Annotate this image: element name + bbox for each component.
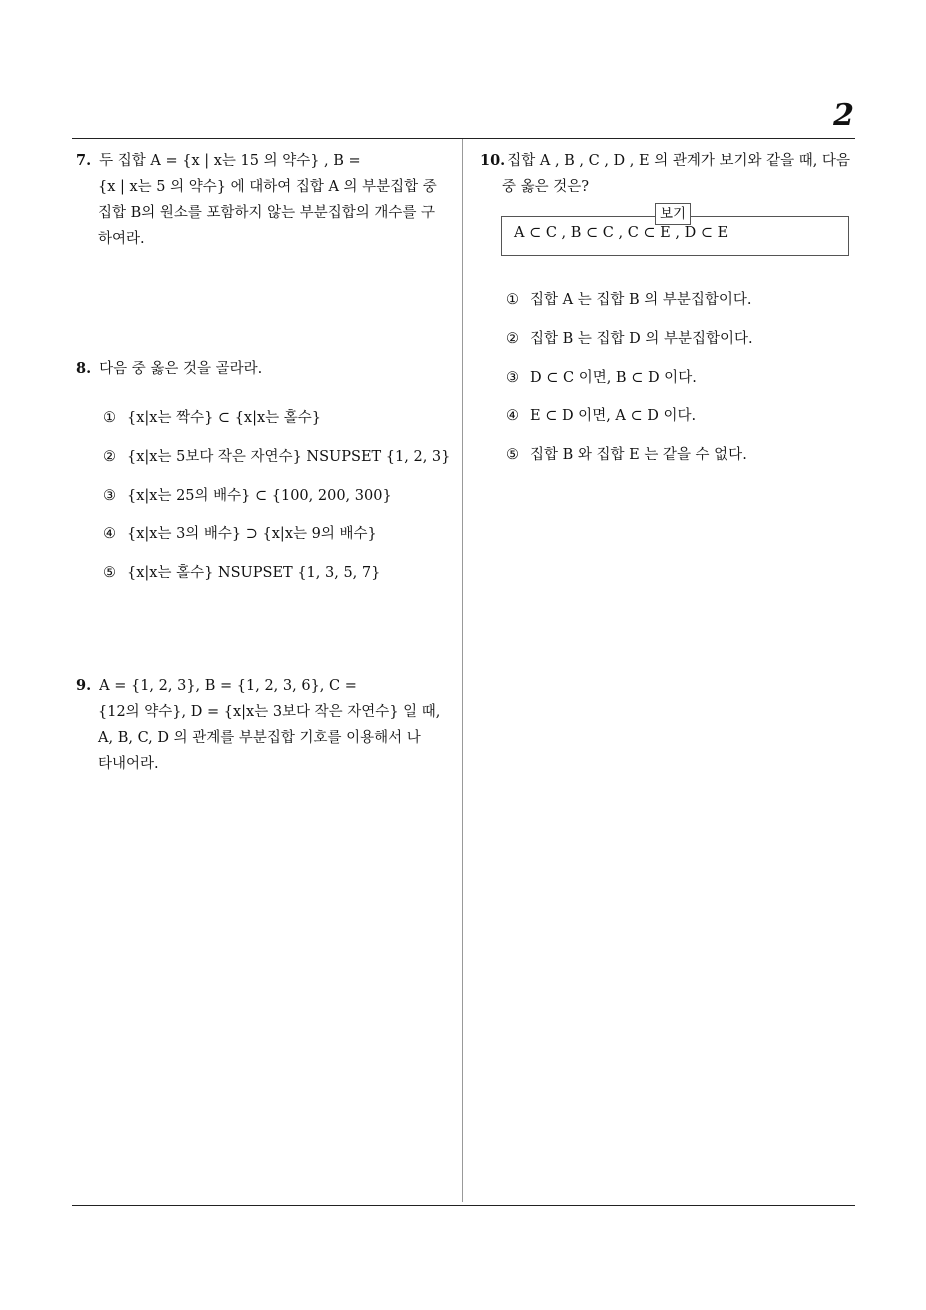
question-7-line-1 — [76, 148, 456, 174]
question-10-text: 집합 A , B , C , D , E 의 관계가 보기와 같을 때, 다음 — [507, 153, 850, 169]
question-7-line-2: {x | x는 5 의 약수} 에 대하여 집합 A 의 부분집합 중 — [98, 179, 437, 195]
question-9 — [76, 673, 456, 777]
choice-mark: ② — [103, 449, 116, 465]
question-8-choice-3[interactable] — [103, 484, 392, 505]
question-7-line-4: 하여라. — [98, 231, 145, 247]
choice-text: {x|x는 3의 배수} ⊃ {x|x는 9의 배수} — [127, 526, 377, 542]
question-10-choice-3[interactable] — [506, 366, 697, 387]
choice-text: 집합 B 는 집합 D 의 부분집합이다. — [530, 331, 753, 347]
question-9-line-3: A, B, C, D 의 관계를 부분집합 기호를 이용해서 나 — [98, 730, 421, 746]
choice-text: 집합 A 는 집합 B 의 부분집합이다. — [530, 292, 752, 308]
question-8 — [76, 356, 456, 382]
choice-mark: ⑤ — [506, 447, 519, 463]
question-9-line-2: {12의 약수}, D = {x|x는 3보다 작은 자연수} 일 때, — [98, 704, 441, 720]
question-7-number: 7. — [76, 152, 92, 169]
question-9-line-4: 타내어라. — [98, 756, 159, 772]
question-8-prompt-line — [76, 356, 456, 382]
choice-mark: ① — [506, 292, 519, 308]
choice-mark: ④ — [506, 408, 519, 424]
question-8-choice-1[interactable] — [103, 406, 321, 427]
question-8-choice-5[interactable] — [103, 561, 380, 582]
choice-text: {x|x는 짝수} ⊂ {x|x는 홀수} — [127, 410, 322, 426]
question-7-text: 두 집합 A = {x | x는 15 의 약수} , B = — [99, 153, 361, 169]
choice-text: 집합 B 와 집합 E 는 같을 수 없다. — [530, 447, 747, 463]
question-10-line-1 — [480, 148, 860, 174]
question-8-prompt: 다음 중 옳은 것을 골라라. — [99, 361, 263, 377]
column-divider — [462, 139, 463, 1202]
choice-text: {x|x는 5보다 작은 자연수} NSUPSET {1, 2, 3} — [127, 449, 451, 465]
choice-mark: ① — [103, 410, 116, 426]
question-10-choice-4[interactable] — [506, 404, 696, 425]
question-10-choice-5[interactable] — [506, 443, 747, 464]
question-10 — [480, 148, 860, 200]
choice-text: E ⊂ D 이면, A ⊂ D 이다. — [530, 408, 697, 424]
question-8-choice-4[interactable] — [103, 522, 377, 543]
choice-mark: ② — [506, 331, 519, 347]
choice-text: {x|x는 홀수} NSUPSET {1, 3, 5, 7} — [127, 565, 381, 581]
bogi-content: A ⊂ C , B ⊂ C , C ⊂ E , D ⊂ E — [514, 225, 729, 241]
page-number: 2 — [833, 98, 854, 133]
question-8-choice-2[interactable] — [103, 445, 450, 466]
question-9-text: A = {1, 2, 3}, B = {1, 2, 3, 6}, C = — [99, 678, 357, 694]
question-10-line-2: 중 옳은 것은? — [502, 179, 590, 195]
choice-text: {x|x는 25의 배수} ⊂ {100, 200, 300} — [127, 488, 392, 504]
question-7 — [76, 148, 456, 252]
choice-mark: ③ — [103, 488, 116, 504]
question-9-number: 9. — [76, 677, 92, 694]
top-rule — [72, 138, 855, 139]
choice-mark: ③ — [506, 370, 519, 386]
question-9-line-1 — [76, 673, 456, 699]
question-10-number: 10. — [480, 152, 506, 169]
bogi-label: 보기 — [655, 203, 691, 225]
bottom-rule — [72, 1205, 855, 1206]
question-7-line-3: 집합 B의 원소를 포함하지 않는 부분집합의 개수를 구 — [98, 205, 436, 221]
choice-text: D ⊂ C 이면, B ⊂ D 이다. — [530, 370, 697, 386]
bogi-box — [501, 206, 849, 256]
question-8-number: 8. — [76, 360, 92, 377]
choice-mark: ⑤ — [103, 565, 116, 581]
choice-mark: ④ — [103, 526, 116, 542]
question-10-choice-2[interactable] — [506, 327, 753, 348]
question-10-choice-1[interactable] — [506, 288, 751, 309]
